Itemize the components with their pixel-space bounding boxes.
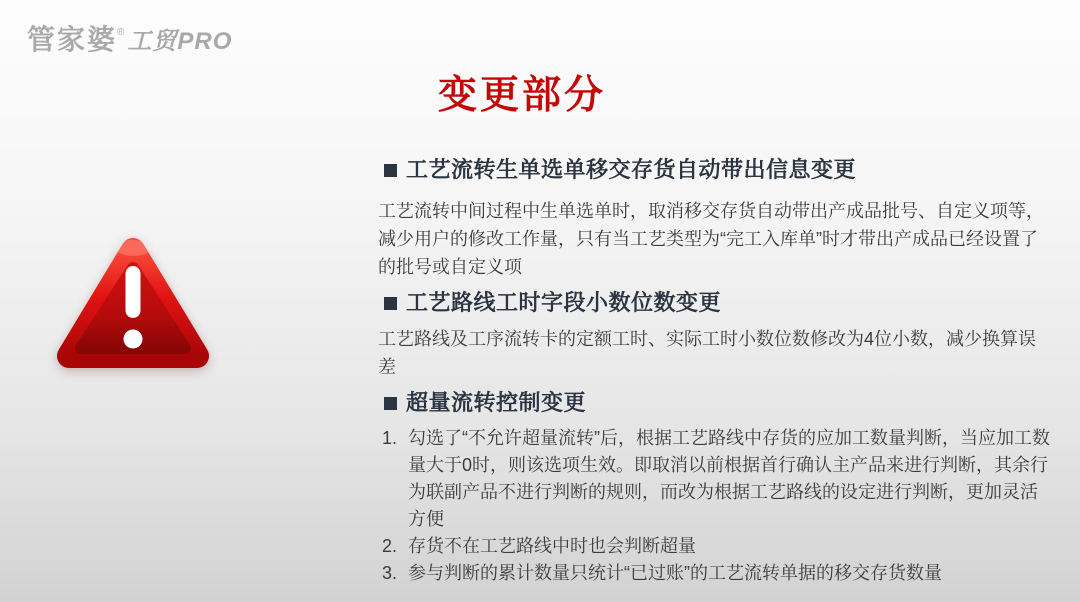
- section-heading-auto-carry-info-change: [378, 157, 1050, 183]
- product-name: 工贸PRO: [127, 28, 233, 55]
- bullet-square-icon: [384, 164, 397, 177]
- section-body-work-hour-decimal-change: 工艺路线及工序流转卡的定额工时、实际工时小数位数修改为4位小数，减少换算误差: [378, 329, 1037, 377]
- section-heading-over-quantity-control-change: [378, 390, 1050, 416]
- section-body-auto-carry-info-change: 工艺流转中间过程中生单选单时，取消移交存货自动带出产成品批号、自定义项等，减少用户的修改工作量，只有当工艺类型为“完工入库单”时才带出产成品已经设置了的批号或自定义项: [378, 201, 1044, 277]
- brand-name: 管家婆: [27, 24, 118, 55]
- registered-trademark-symbol: ®: [117, 27, 125, 38]
- list-item: [382, 560, 1050, 587]
- section-heading-label: 工艺路线工时字段小数位数变更: [406, 290, 722, 315]
- list-item-number: 3.: [382, 563, 398, 583]
- warning-triangle-icon: [51, 224, 215, 374]
- exclamation-mark-icon: [124, 266, 143, 349]
- list-item-text: 勾选了“不允许超量流转”后，根据工艺路线中存货的应加工数量判断，当应加工数量大于0时，则该选项生效。即取消以前根据首行确认主产品来进行判断，其余行为联副产品不进行判断的规则，而改为根据工艺路线的设定进行判断，更加灵活方便: [408, 428, 1050, 529]
- list-item-text: 存货不在工艺路线中时也会判断超量: [408, 536, 696, 556]
- bullet-square-icon: [384, 397, 397, 410]
- section-heading-label: 超量流转控制变更: [406, 390, 587, 415]
- list-item-number: 1.: [382, 428, 398, 448]
- section-heading-label: 工艺流转生单选单移交存货自动带出信息变更: [406, 157, 857, 182]
- content-column: [378, 148, 1050, 587]
- warning-triangle-svg: [51, 224, 215, 374]
- change-list: [378, 425, 1050, 587]
- page-title: 变更部分: [437, 74, 606, 117]
- section-heading-work-hour-decimal-change: [378, 290, 1050, 316]
- brand-logo: [27, 18, 232, 58]
- list-item: [382, 425, 1050, 533]
- list-item: [382, 533, 1050, 560]
- list-item-number: 2.: [382, 536, 398, 556]
- list-item-text: 参与判断的累计数量只统计“已过账”的工艺流转单据的移交存货数量: [408, 563, 942, 583]
- bullet-square-icon: [384, 297, 397, 310]
